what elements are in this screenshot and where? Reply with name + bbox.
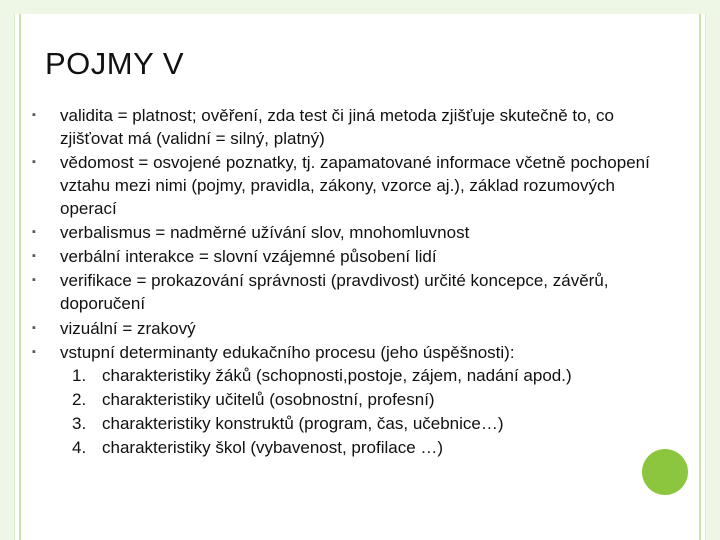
list-item xyxy=(30,245,670,268)
bullet-icon: ▪ xyxy=(32,274,36,286)
bullet-icon: ▪ xyxy=(32,109,36,121)
list-item xyxy=(30,269,670,315)
sublist-number: 2. xyxy=(72,390,87,409)
list-item-text: vstupní determinanty edukačního procesu (jeho úspěšnosti): xyxy=(60,343,515,362)
list-item-text: verbalismus = nadměrné užívání slov, mnohomluvnost xyxy=(60,223,470,242)
sublist-item xyxy=(60,412,670,435)
decorative-green-circle xyxy=(642,449,688,495)
sublist-item xyxy=(60,364,670,387)
bullet-icon: ▪ xyxy=(32,156,36,168)
sublist-text: charakteristiky učitelů (osobnostní, profesní) xyxy=(102,390,435,409)
right-stripe xyxy=(699,14,701,540)
sublist-item xyxy=(60,388,670,411)
list-item-text: vizuální = zrakový xyxy=(60,319,196,338)
list-item xyxy=(30,317,670,340)
list-item xyxy=(30,151,670,220)
definition-list xyxy=(30,104,670,460)
bullet-icon: ▪ xyxy=(32,322,36,334)
sublist-item xyxy=(60,436,670,459)
slide-title: POJMY V xyxy=(45,46,185,81)
sublist-text: charakteristiky konstruktů (program, čas, učebnice…) xyxy=(102,414,504,433)
list-item-text: validita = platnost; ověření, zda test či jiná metoda zjišťuje skutečně to, co zjišťovat má (validní = silný, platný) xyxy=(60,106,614,148)
list-item xyxy=(30,221,670,244)
list-item xyxy=(30,104,670,150)
bullet-icon: ▪ xyxy=(32,346,36,358)
sublist-text: charakteristiky žáků (schopnosti,postoje, zájem, nadání apod.) xyxy=(102,366,572,385)
left-stripe xyxy=(19,14,21,540)
sublist-text: charakteristiky škol (vybavenost, profilace …) xyxy=(102,438,444,457)
list-item xyxy=(30,341,670,459)
list-item-text: vědomost = osvojené poznatky, tj. zapamatované informace včetně pochopení vztahu mezi nimi (pojmy, pravidla, zákony, vzorce aj.), základ rozumových operací xyxy=(60,153,650,218)
sublist-number: 3. xyxy=(72,414,87,433)
list-item-text: verifikace = prokazování správnosti (pravdivost) určité koncepce, závěrů, doporučení xyxy=(60,271,609,313)
sublist-number: 4. xyxy=(72,438,87,457)
bullet-icon: ▪ xyxy=(32,250,36,262)
numbered-sublist xyxy=(60,364,670,459)
list-item-text: verbální interakce = slovní vzájemné působení lidí xyxy=(60,247,437,266)
bullet-icon: ▪ xyxy=(32,226,36,238)
sublist-number: 1. xyxy=(72,366,87,385)
